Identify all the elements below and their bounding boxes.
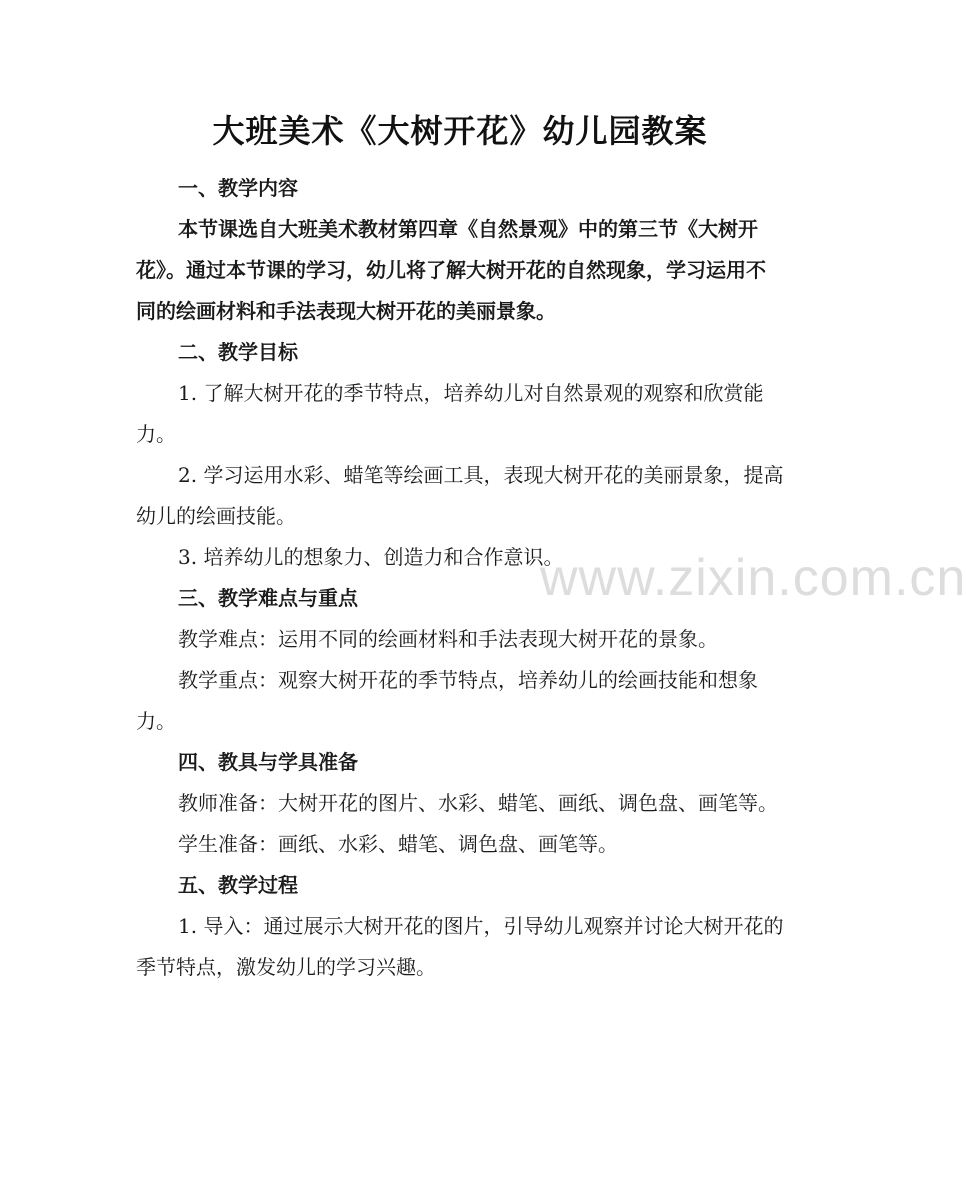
page-title: 大班美术《大树开花》幼儿园教案 (212, 112, 708, 150)
paragraph: 1. 导入：通过展示大树开花的图片，引导幼儿观察并讨论大树开花的季节特点，激发幼儿的学习兴趣。 (136, 914, 784, 979)
section-heading: 一、教学内容 (178, 176, 298, 200)
section-heading: 五、教学过程 (178, 873, 298, 897)
document-body (136, 168, 784, 988)
section-heading: 二、教学目标 (178, 340, 298, 364)
watermark: www.zixin.com.cn (540, 549, 966, 607)
paragraph: 学生准备：画纸、水彩、蜡笔、调色盘、画笔等。 (178, 832, 618, 856)
paragraph: 本节课选自大班美术教材第四章《自然景观》中的第三节《大树开花》。通过本节课的学习，幼儿将了解大树开花的自然现象，学习运用不同的绘画材料和手法表现大树开花的美丽景象。 (136, 217, 766, 323)
paragraph: 3. 培养幼儿的想象力、创造力和合作意识。 (178, 545, 564, 569)
paragraph: 1. 了解大树开花的季节特点，培养幼儿对自然景观的观察和欣赏能力。 (136, 381, 764, 446)
section-heading: 三、教学难点与重点 (178, 586, 358, 610)
paragraph: 教学重点：观察大树开花的季节特点，培养幼儿的绘画技能和想象力。 (136, 668, 758, 733)
paragraph: 教师准备：大树开花的图片、水彩、蜡笔、画纸、调色盘、画笔等。 (178, 791, 778, 815)
paragraph: 教学难点：运用不同的绘画材料和手法表现大树开花的景象。 (178, 627, 718, 651)
section-heading: 四、教具与学具准备 (178, 750, 358, 774)
paragraph: 2. 学习运用水彩、蜡笔等绘画工具，表现大树开花的美丽景象，提高幼儿的绘画技能。 (136, 463, 784, 528)
